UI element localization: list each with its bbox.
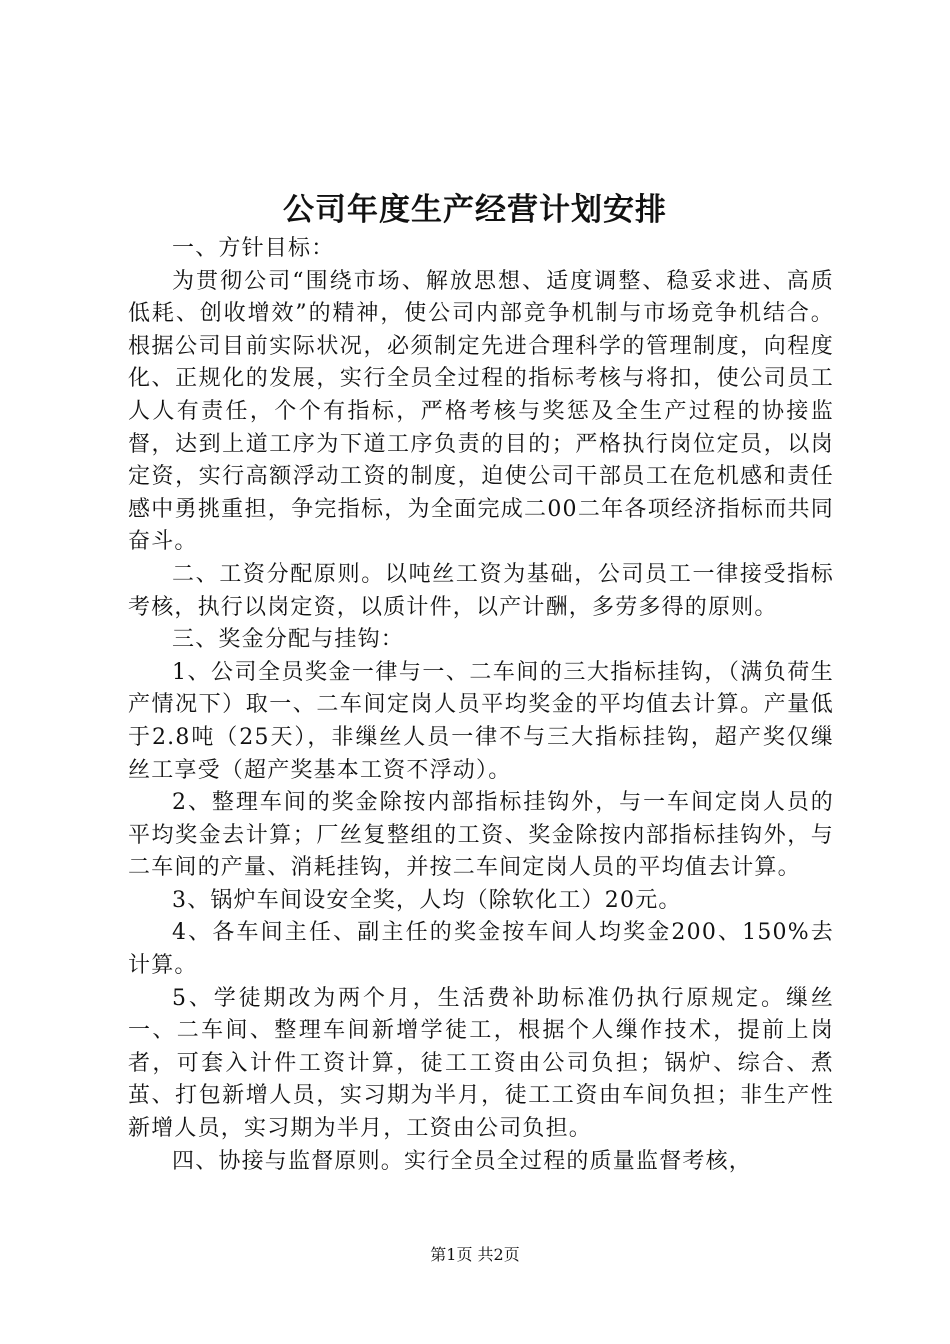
document-body bbox=[128, 233, 834, 1178]
page-footer: 第1页 共2页 bbox=[430, 1245, 520, 1264]
paragraph-bonus-2: 2、整理车间的奖金除按内部指标挂钩外，与一车间定岗人员的平均奖金去计算；厂丝复整组的工资、奖金除按内部指标挂钩外，与二车间的产量、消耗挂钩，并按二车间定岗人员的平均值去计算。 bbox=[128, 790, 834, 881]
paragraph-bonus-4: 4、各车间主任、副主任的奖金按车间人均奖金200、150%去计算。 bbox=[128, 920, 834, 979]
paragraph-1: 为贯彻公司“围绕市场、解放思想、适度调整、稳妥求进、高质低耗、创收增效”的精神，使公司内部竞争机制与市场竞争机结合。根据公司目前实际状况，必须制定先进合理科学的管理制度，向程度化、正规化的发展，实行全员全过程的指标考核与将扣，使公司员工人人有责任，个个有指标，严格考核与奖惩及全生产过程的协接监督，达到上道工序为下道工序负责的目的；严格执行岗位定员，以岗定资，实行高额浮动工资的制度，迫使公司干部员工在危机感和责任感中勇挑重担，争完指标，为全面完成二00二年各项经济指标而共同奋斗。 bbox=[128, 268, 834, 555]
paragraph-bonus-5: 5、学徒期改为两个月，生活费补助标准仍执行原规定。缫丝一、二车间、整理车间新增学徒工，根据个人缫作技术，提前上岗者，可套入计件工资计算，徒工工资由公司负担；锅炉、综合、煮茧、打包新增人员，实习期为半月，徒工工资由车间负担；非生产性新增人员，实习期为半月，工资由公司负担。 bbox=[128, 985, 834, 1142]
section-heading-2: 二、工资分配原则。以吨丝工资为基础，公司员工一律接受指标考核，执行以岗定资，以质计件，以产计酬，多劳多得的原则。 bbox=[128, 561, 834, 620]
section-heading-4: 四、协接与监督原则。实行全员全过程的质量监督考核， bbox=[172, 1148, 753, 1174]
paragraph-bonus-1: 1、公司全员奖金一律与一、二车间的三大指标挂钩，（满负荷生产情况下）取一、二车间定岗人员平均奖金的平均值去计算。产量低于2.8吨（25天），非缫丝人员一律不与三大指标挂钩，超产奖仅缫丝工享受（超产奖基本工资不浮动）。 bbox=[128, 659, 834, 783]
paragraph-bonus-3: 3、锅炉车间设安全奖，人均（除软化工）20元。 bbox=[172, 887, 682, 913]
section-heading-1: 一、方针目标： bbox=[172, 236, 335, 261]
document-title: 公司年度生产经营计划安排 bbox=[283, 192, 667, 228]
section-heading-3: 三、奖金分配与挂钩： bbox=[172, 627, 405, 653]
